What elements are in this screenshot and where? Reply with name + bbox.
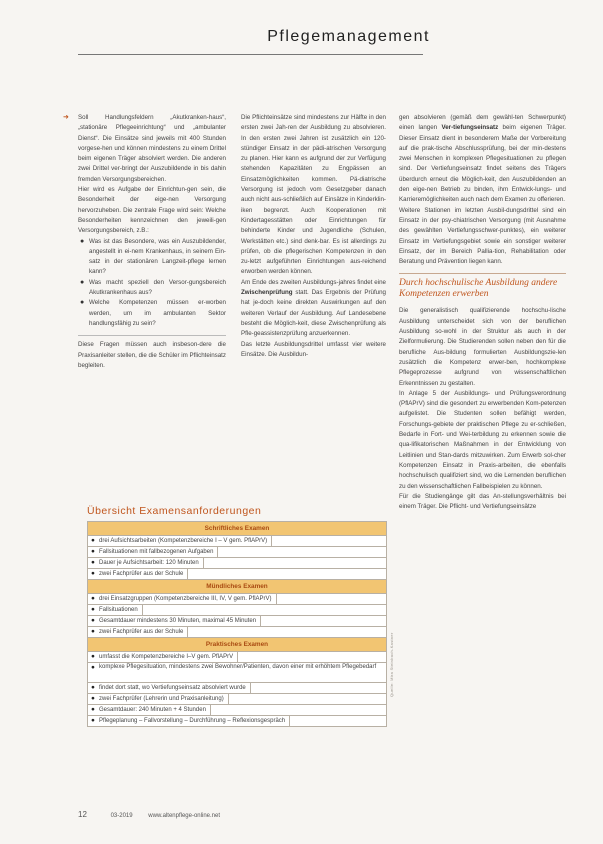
table-row: ● zwei Fachprüfer aus der Schule: [88, 627, 386, 638]
paragraph: gen absolvieren (gemäß dem gewähl-ten Schwerpunkt) einen langen Ver-tiefungseinsatz beim eigenen Träger. Dieser Einsatz dient in besonderem Maße der Vorbereitung auf die prak-tische Abschlussprüfung, bei der min-destens zwei Menschen in komplexen Pflegesituationen zu pflegen sind. Der Vertiefungseinsatz findet seitens des Trägers überdurch erneut die Möglich-keit, den Auszubildenden an den eige-nen Betrieb zu binden, ihm Entwick-lungs- und Karrieremöglichkeiten auch nach dem Examen zu offerieren.: [399, 114, 566, 204]
bullet-icon: ●: [91, 606, 95, 613]
section-header: Mündliches Examen: [88, 580, 386, 594]
text-column-3: [399, 113, 566, 512]
list-item: ● Was macht speziell den Versor-gungsbereich Akutkrankenhaus aus?: [80, 278, 226, 297]
table-row: ● findet dort statt, wo Vertiefungseinsatz absolviert wurde: [88, 683, 386, 694]
bullet-icon: ●: [91, 664, 95, 671]
bullet-icon: ●: [91, 559, 95, 566]
text-column-1: [63, 113, 226, 371]
bullet-icon: ●: [80, 299, 85, 307]
bullet-icon: ●: [91, 695, 95, 702]
image-credit: Quelle: Mira Steinbach-Kastner: [389, 632, 394, 697]
page-title: Pflegemanagement: [267, 28, 430, 45]
bullet-list: [78, 237, 226, 330]
paragraph: Weitere Stationen im letzten Ausbil-dungsdrittel sind ein Einsatz in der psy-chiatrischen Versorgung (mit Ausnahme des gewählten Vertiefungsschwer-punktes), ein weiterer Einsatz im Vertiefungsgebiet sowie ein sonstiger weiterer Einsatz, der im Bereich Pallia-tion, Rehabilitation oder Beratung und Prävention liegen kann.: [399, 206, 566, 266]
list-item: ● Was ist das Besondere, was ein Auszubildender, angestellt in ei-nem Krankenhaus, in seinem Ein-satz in der stationären Langzeit-pflege lernen kann?: [80, 237, 226, 276]
table-row: ● komplexe Pflegesituation, mindestens zwei Bewohner/Patienten, davon einer mit erhöhtem Pflegebedarf: [88, 663, 386, 683]
bullet-icon: ●: [80, 278, 85, 286]
subheading: Durch hochschulische Ausbildung andere Kompetenzen erwerben: [399, 273, 566, 300]
paragraph: In Anlage 5 der Ausbildungs- und Prüfungsverordnung (PflAPrV) sind die gesondert zu erwerbenden Kom-petenzen aufgelistet. Die Studenten sollen befähigt werden, Forschungs-gebiete der praktischen Pflege zu er-schließen, Bedarfe in Fort- und Wei-terbildung zu erkennen sowie die qua-lifikatorischen Maßnahmen in der Entwicklung von Leitlinien und Stan-dards mitzuwirken. Zum Erwerb sol-cher Kompetenzen Einsatz in Praxis-arbeiten, die ebenfalls hochschulisch qualifiziert sind, wo die Lernenden beruflichen zu den wissenschaftlichen Fallbeispielen zu können.: [399, 389, 566, 490]
table-row: ● umfasst die Kompetenzbereiche I–V gem. PflAPrV: [88, 652, 386, 663]
table-row: ● Dauer je Aufsichtsarbeit: 120 Minuten: [88, 558, 386, 569]
table-row: ● Fallsituationen: [88, 605, 386, 616]
bullet-icon: ●: [91, 717, 95, 724]
divider: [78, 335, 226, 336]
table-row: ● zwei Fachprüfer (Lehrerin und Praxisanleitung): [88, 694, 386, 705]
paragraph: Diese Fragen müssen auch insbeson-dere die Praxisanleiter stellen, die die Schüler im Pflichteinsatz begleiten.: [78, 341, 226, 369]
table-row: ● zwei Fachprüfer aus der Schule: [88, 569, 386, 580]
header-rule: [78, 54, 423, 55]
page-footer: [78, 810, 234, 819]
bullet-icon: ●: [91, 548, 95, 555]
paragraph: Die Pflichteinsätze sind mindestens zur Hälfte in den ersten zwei Jah-ren der Ausbildung zu absolvieren. In den ersten zwei Jahren ist zusätzlich ein 120-stündiger Einsatz in der pädi-atrischen Versorgung zu planen. Hier kann es aufgrund der zur Verfügung stehenden Kapazitäten zu Engpässen an Einsatzmöglichkeiten kommen. Pä-diatrische Versorgung ist jedoch vom Gesetzgeber danach auch nicht aus-schließlich auf Einsätze in Kinderklin-iken begrenzt. Auch Kooperationen mit Kindertagesstätten oder Einrichtungen für behinderte Kinder und Jugendliche (Schulen, Werkstätten etc.) sind denk-bar. Es ist allerdings zu prüfen, ob die pflegerischen Kompetenzen in den zu-letzt aufgeführten Einrichtungen aus-reichend erworben werden können.: [241, 114, 386, 276]
highlight-term: Zwischenprüfung: [241, 289, 293, 297]
bullet-icon: ●: [91, 595, 95, 602]
highlight-term: Ver-tiefungseinsatz: [441, 124, 499, 132]
list-item: ● Welche Kompetenzen müssen er-worben werden, um im ambulanten Sektor handlungsfähig zu sein?: [80, 299, 226, 327]
section-header: Praktisches Examen: [88, 638, 386, 652]
text-column-2: [241, 113, 386, 360]
table-row: ● drei Aufsichtsarbeiten (Kompetenzbereiche I – V gem. PflAPrV): [88, 536, 386, 547]
bullet-icon: ●: [91, 653, 95, 660]
table-row: ● Gesamtdauer: 240 Minuten + 4 Stunden: [88, 705, 386, 716]
paragraph: Das letzte Ausbildungsdrittel umfasst vier weitere Einsätze. Die Ausbildun-: [241, 340, 386, 358]
exam-requirements-table: [87, 521, 387, 727]
paragraph: Hier wird es Aufgabe der Einrichtun-gen sein, die Besonderheit der eige-nen Versorgung hervorzuheben. Die zentrale Frage wird sein: Welche Besonderheiten kennzeichnen den jeweili-gen Versorgungsbereich, z.B.:: [78, 186, 226, 235]
table-row: ● Fallsituationen mit fallbezogenen Aufgaben: [88, 547, 386, 558]
paragraph: Die generalistisch qualifizierende hochschu-lische Ausbildung unterscheidet sich von der beruflichen Ausbildung so-wohl in der Struktur als auch in der Zielformulierung. Die Studierenden sollen neben den für die berufliche Aus-bildung formulierten Ausbildungszie-len zusätzlich die Kompetenz erwer-ben, hochkomplexe Pflegeprozesse aufgrund von wissenschaftlichen Erkenntnissen zu gestalten.: [399, 307, 566, 387]
bullet-icon: ●: [91, 537, 95, 544]
table-row: ● drei Einsatzgruppen (Kompetenzbereiche III, IV, V gem. PflAPrV): [88, 594, 386, 605]
issue-number: 03-2019: [110, 813, 133, 819]
bullet-icon: ●: [91, 628, 95, 635]
lead-paragraph: ➜ Soll Handlungsfeldern „Akutkranken-haus“, „stationäre Pflegeeinrichtung“ und „ambulanter Dienst“. Die Einsätze sind jeweils mit 400 Stunden vorgese-hen und können mindestens zu einem Drittel beim eigenen Träger absolviert werden. Die anderen zwei Drittel ver-bringt der Auszubildende in bis dahin fremden Versorgungsbereichen.: [63, 114, 226, 183]
table-row: ● Pflegeplanung – Fallvorstellung – Durchführung – Reflexionsgespräch: [88, 716, 386, 726]
bullet-icon: ●: [91, 617, 95, 624]
exam-box-title: Übersicht Examensanforderungen: [87, 505, 262, 517]
bullet-icon: ●: [91, 684, 95, 691]
arrow-icon: ➜: [63, 114, 69, 121]
bullet-icon: ●: [80, 237, 85, 245]
paragraph: Für die Studiengänge gilt das An-stellungsverhältnis bei einem Träger. Die Pflicht- und Vertiefungseinsätze: [399, 492, 566, 511]
page-number: 12: [78, 810, 87, 819]
bullet-icon: ●: [91, 570, 95, 577]
paragraph: Am Ende des zweiten Ausbildungs-jahres findet eine Zwischenprüfung statt. Das Ergebnis der Prüfung hat je-doch keine direkten Auswirkungen auf den weiteren Verlauf der Ausbildung. Auf Landesebene besteht die Möglich-keit, diese Zwischenprüfung als Pfle-geassistenzprüfung anzuerkennen.: [241, 278, 386, 338]
table-row: ● Gesamtdauer mindestens 30 Minuten, maximal 45 Minuten: [88, 616, 386, 627]
section-header: Schriftliches Examen: [88, 522, 386, 536]
website-url: www.altenpflege-online.net: [148, 813, 220, 819]
bullet-icon: ●: [91, 706, 95, 713]
